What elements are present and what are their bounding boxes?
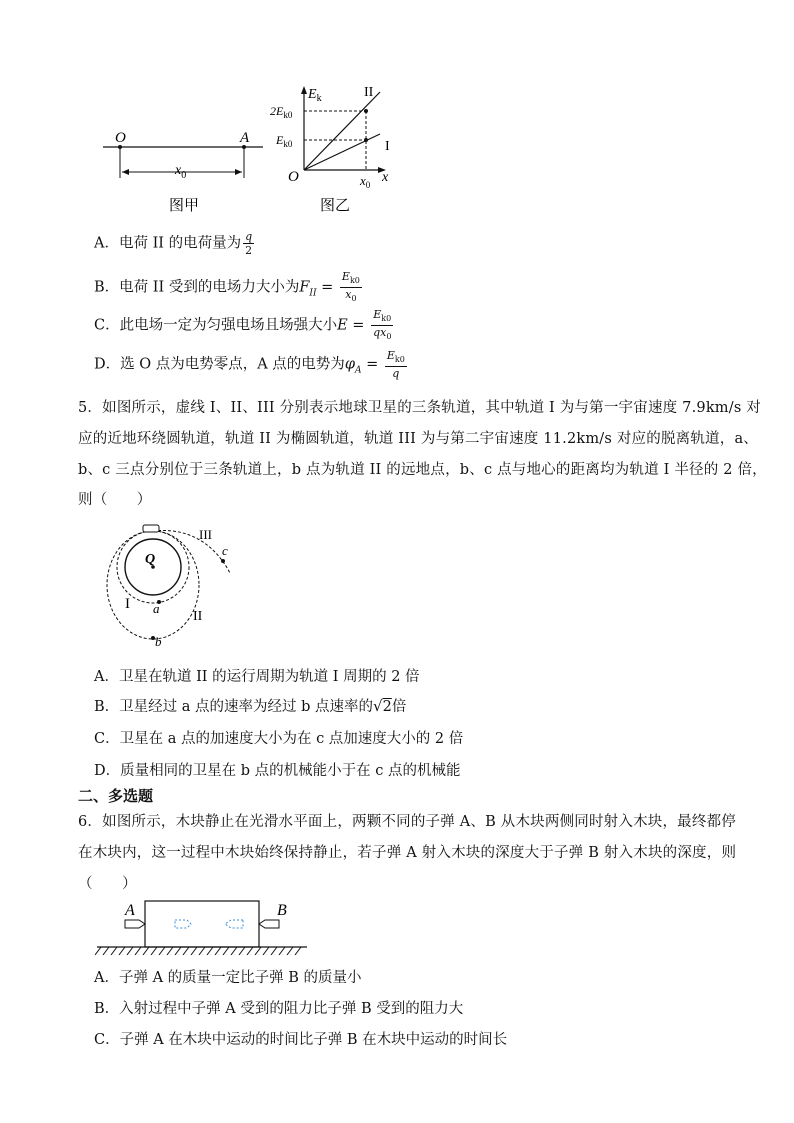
line-II-label: II	[364, 85, 374, 100]
figure-block	[95, 895, 310, 960]
q6-option-c[interactable]: C．子弹 A 在木块中运动的时间比子弹 B 在木块中运动的时间长	[94, 1032, 508, 1048]
section-heading: 二、多选题	[78, 787, 154, 805]
label-III: III	[199, 527, 212, 542]
label-O: O	[115, 130, 126, 146]
label-x0: $x_0$	[175, 163, 187, 181]
axis-y-label: $E_k$	[308, 87, 322, 104]
q5-stem-line-4: 则（ ）	[78, 492, 152, 508]
figure-yi	[268, 82, 403, 222]
axis-x-label: x	[382, 170, 389, 185]
q5-option-d[interactable]: D．质量相同的卫星在 b 点的机械能小于在 c 点的机械能	[94, 763, 461, 779]
tick-Ek0: $E_{k0}$	[276, 133, 293, 149]
origin-label: O	[288, 169, 299, 185]
label-a: a	[153, 601, 160, 616]
q5-option-b[interactable]: B．卫星经过 a 点的速率为经过 b 点速率的√2倍	[94, 697, 407, 715]
q4-option-b[interactable]: B．电荷 II 受到的电场力大小为$F_{II}$ = $\frac{E_{k0}}{x_0}$	[94, 270, 360, 304]
q6-stem-line-3: （ ）	[78, 876, 137, 892]
label-A: A	[240, 130, 250, 146]
q6-stem-line-1: 6．如图所示，木块静止在光滑水平面上，两颗不同的子弹 A、B 从木块两侧同时射入木块，最终都停	[78, 814, 736, 830]
q6-stem-line-2: 在木块内，这一过程中木块始终保持静止，若子弹 A 射入木块的深度大于子弹 B 射入木块的深度，则	[78, 845, 737, 861]
label-c: c	[222, 543, 228, 558]
label-bullet-A: A	[125, 902, 135, 919]
figure-orbit	[95, 515, 245, 650]
caption-yi: 图乙	[320, 198, 351, 214]
line-I-label: I	[385, 139, 390, 154]
q5-stem-line-2: 应的近地环绕圆轨道，轨道 II 为椭圆轨道，轨道 III 为与第二宇宙速度 11.2km/s 对应的脱离轨道，a、	[78, 431, 758, 447]
tick-2Ek0: $2E_{k0}$	[270, 104, 293, 120]
q5-stem-line-3: b、c 三点分别位于三条轨道上，b 点为轨道 II 的远地点，b、c 点与地心的距离均为轨道 I 半径的 2 倍，	[78, 462, 767, 478]
q5-stem-line-1: 5．如图所示，虚线 I、II、III 分别表示地球卫星的三条轨道，其中轨道 I 为与第一宇宙速度 7.9km/s 对	[78, 400, 761, 416]
q4-option-a[interactable]: A．电荷 II 的电荷量为 $\frac{q}{2}$	[94, 230, 253, 257]
figure-jia	[95, 120, 275, 220]
q4-option-d[interactable]: D．选 O 点为电势零点，A 点的电势为$\varphi_A$ = $\frac{E_{k0}}{q}$	[94, 349, 405, 381]
label-Q: Q	[145, 552, 156, 567]
label-bullet-B: B	[277, 902, 287, 919]
q6-option-a[interactable]: A．子弹 A 的质量一定比子弹 B 的质量小	[94, 970, 362, 986]
label-II: II	[193, 609, 203, 624]
q5-option-c[interactable]: C．卫星在 a 点的加速度大小为在 c 点加速度大小的 2 倍	[94, 731, 464, 747]
tick-x0: $x_0$	[360, 173, 371, 190]
q5-option-a[interactable]: A．卫星在轨道 II 的运行周期为轨道 I 周期的 2 倍	[94, 669, 420, 685]
q6-option-b[interactable]: B．入射过程中子弹 A 受到的阻力比子弹 B 受到的阻力大	[94, 1001, 464, 1017]
label-b: b	[155, 634, 162, 649]
q4-option-c[interactable]: C．此电场一定为匀强电场且场强大小E = $\frac{E_{k0}}{qx_0}$	[94, 308, 392, 342]
caption-jia: 图甲	[169, 198, 200, 214]
label-I: I	[125, 596, 130, 612]
